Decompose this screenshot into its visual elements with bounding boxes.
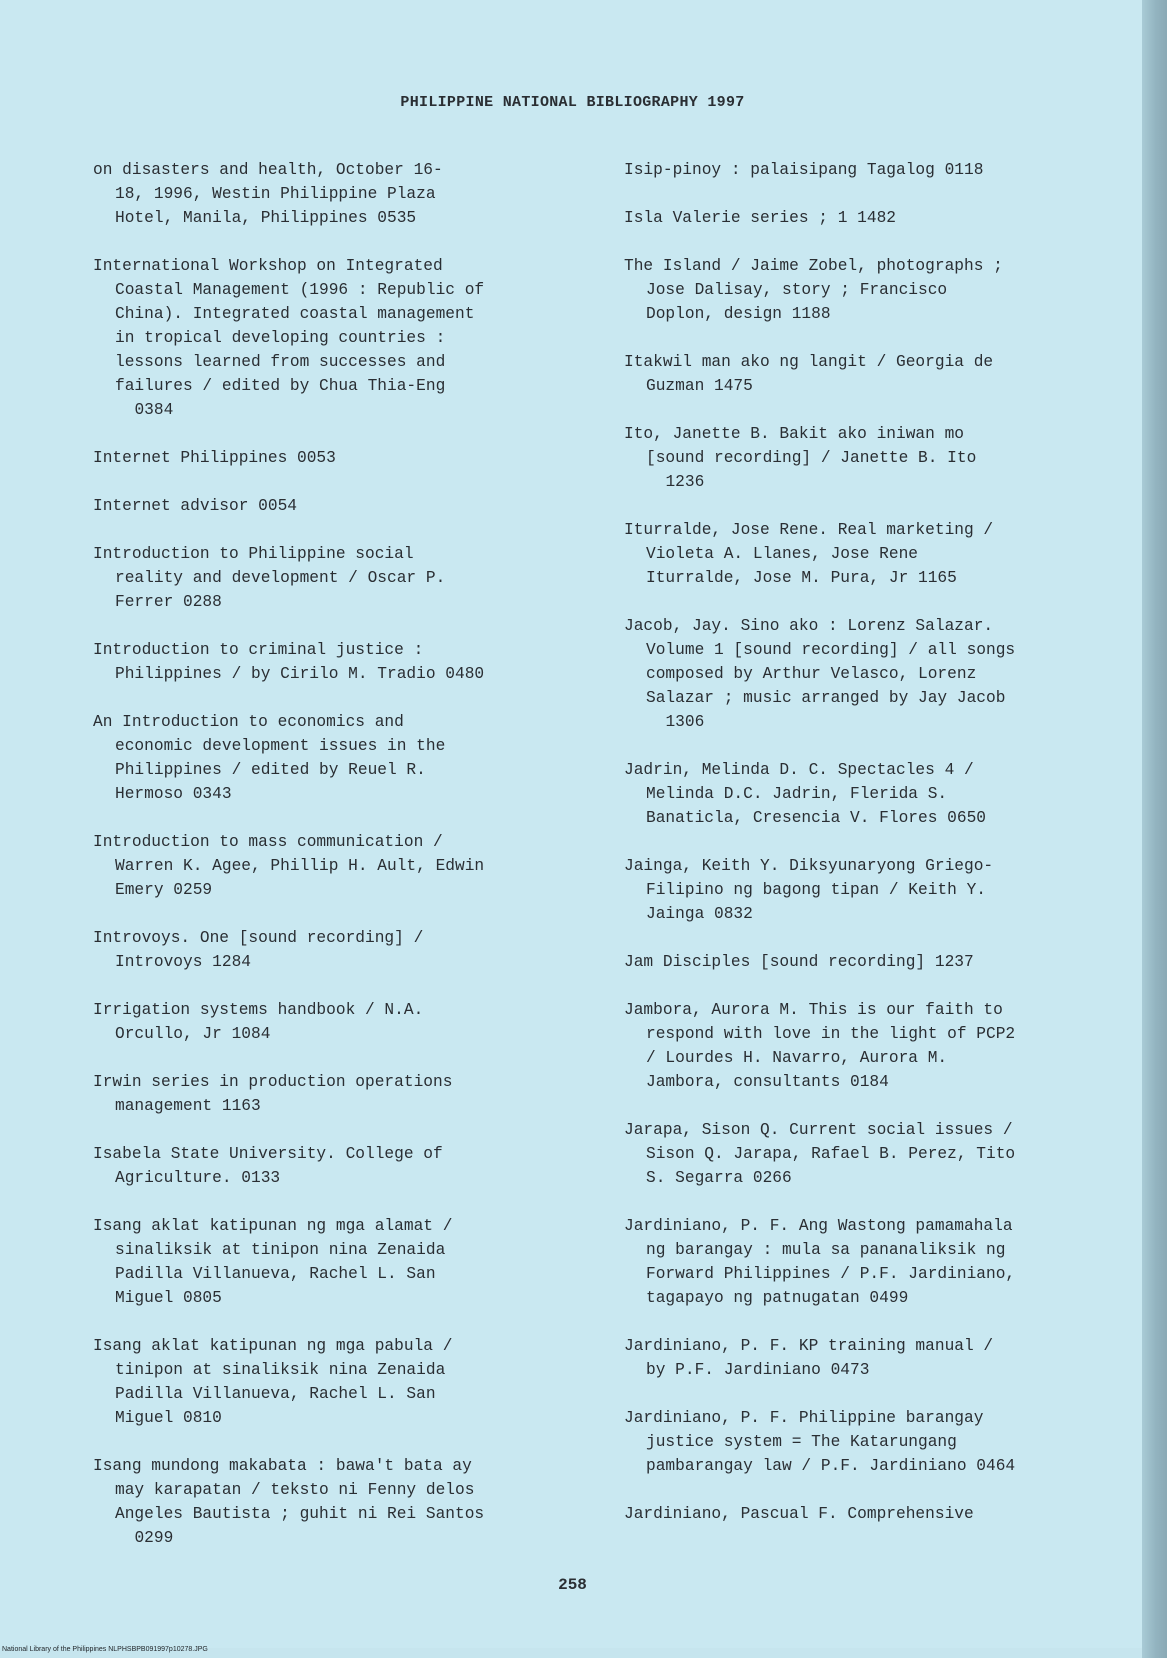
bibliography-entry: Introduction to mass communication / Warren K. Agee, Phillip H. Ault, Edwin Emery 0259 <box>93 833 485 899</box>
bibliography-entry: Isang aklat katipunan ng mga alamat / sinaliksik at tinipon nina Zenaida Padilla Villanueva, Rachel L. San Miguel 0805 <box>93 1217 453 1307</box>
bibliography-entry: The Island / Jaime Zobel, photographs ; Jose Dalisay, story ; Francisco Doplon, design 1188 <box>624 257 1003 323</box>
bibliography-entry: Jarapa, Sison Q. Current social issues / Sison Q. Jarapa, Rafael B. Perez, Tito S. Segarra 0266 <box>624 1121 1016 1187</box>
bibliography-entry: Internet advisor 0054 <box>93 497 297 515</box>
bibliography-entry: An Introduction to economics and economic development issues in the Philippines / edited by Reuel R. Hermoso 0343 <box>93 713 446 803</box>
bibliography-entry: Jardiniano, P. F. KP training manual / by P.F. Jardiniano 0473 <box>624 1337 994 1379</box>
bibliography-entry: on disasters and health, October 16- 18, 1996, Westin Philippine Plaza Hotel, Manila, Philippines 0535 <box>93 161 443 227</box>
bibliography-entry: Jardiniano, P. F. Philippine barangay justice system = The Katarungang pambarangay law / P.F. Jardiniano 0464 <box>624 1409 1016 1475</box>
bibliography-entry: Jam Disciples [sound recording] 1237 <box>624 953 974 971</box>
bibliography-entry: Itakwil man ako ng langit / Georgia de Guzman 1475 <box>624 353 994 395</box>
right-column <box>624 158 1109 1550</box>
bibliography-entry: Introvoys. One [sound recording] / Introvoys 1284 <box>93 929 424 971</box>
bibliography-entry: Irwin series in production operations management 1163 <box>93 1073 453 1115</box>
bibliography-entry: Isang aklat katipunan ng mga pabula / tinipon at sinaliksik nina Zenaida Padilla Villanueva, Rachel L. San Miguel 0810 <box>93 1337 453 1427</box>
bibliography-entry: Internet Philippines 0053 <box>93 449 336 467</box>
page-edge-shadow <box>1142 0 1167 1658</box>
bibliography-entry: Iturralde, Jose Rene. Real marketing / Violeta A. Llanes, Jose Rene Iturralde, Jose M. Pura, Jr 1165 <box>624 521 994 587</box>
running-header: PHILIPPINE NATIONAL BIBLIOGRAPHY 1997 <box>400 94 745 111</box>
bibliography-entry: Isla Valerie series ; 1 1482 <box>624 209 896 227</box>
bibliography-entry: Jambora, Aurora M. This is our faith to respond with love in the light of PCP2 / Lourdes H. Navarro, Aurora M. Jambora, consultants 0184 <box>624 1001 1016 1091</box>
bibliography-entry: Irrigation systems handbook / N.A. Orcullo, Jr 1084 <box>93 1001 424 1043</box>
bibliography-entry: Jadrin, Melinda D. C. Spectacles 4 / Melinda D.C. Jadrin, Flerida S. Banaticla, Cresencia V. Flores 0650 <box>624 761 986 827</box>
bibliography-entry: Isang mundong makabata : bawa't bata ay may karapatan / teksto ni Fenny delos Angeles Bautista ; guhit ni Rei Santos 0299 <box>93 1457 485 1547</box>
bibliography-entry: International Workshop on Integrated Coastal Management (1996 : Republic of China). Integrated coastal management in tropical developing countries : lessons learned from successes and failures / edited by Chua Thia-Eng 0384 <box>93 257 485 419</box>
bibliography-entry: Jacob, Jay. Sino ako : Lorenz Salazar. Volume 1 [sound recording] / all songs composed by Arthur Velasco, Lorenz Salazar ; music arranged by Jay Jacob 1306 <box>624 617 1016 731</box>
page-number: 258 <box>558 1576 587 1594</box>
bibliography-entry: Jainga, Keith Y. Diksyunaryong Griego- Filipino ng bagong tipan / Keith Y. Jainga 0832 <box>624 857 994 923</box>
bibliography-entry: Jardiniano, Pascual F. Comprehensive <box>624 1505 974 1523</box>
bibliography-entry: Isabela State University. College of Agriculture. 0133 <box>93 1145 443 1187</box>
bibliography-entry: Ito, Janette B. Bakit ako iniwan mo [sound recording] / Janette B. Ito 1236 <box>624 425 977 491</box>
bibliography-entry: Introduction to Philippine social reality and development / Oscar P. Ferrer 0288 <box>93 545 446 611</box>
bibliography-entry: Jardiniano, P. F. Ang Wastong pamamahala ng barangay : mula sa pananaliksik ng Forward Philippines / P.F. Jardiniano, tagapayo ng patnugatan 0499 <box>624 1217 1016 1307</box>
left-column <box>93 158 593 1574</box>
bibliography-entry: Isip-pinoy : palaisipang Tagalog 0118 <box>624 161 984 179</box>
scan-credit: National Library of the Philippines NLPHSBPB091997p10278.JPG <box>2 1646 208 1653</box>
bibliography-entry: Introduction to criminal justice : Philippines / by Cirilo M. Tradio 0480 <box>93 641 485 683</box>
